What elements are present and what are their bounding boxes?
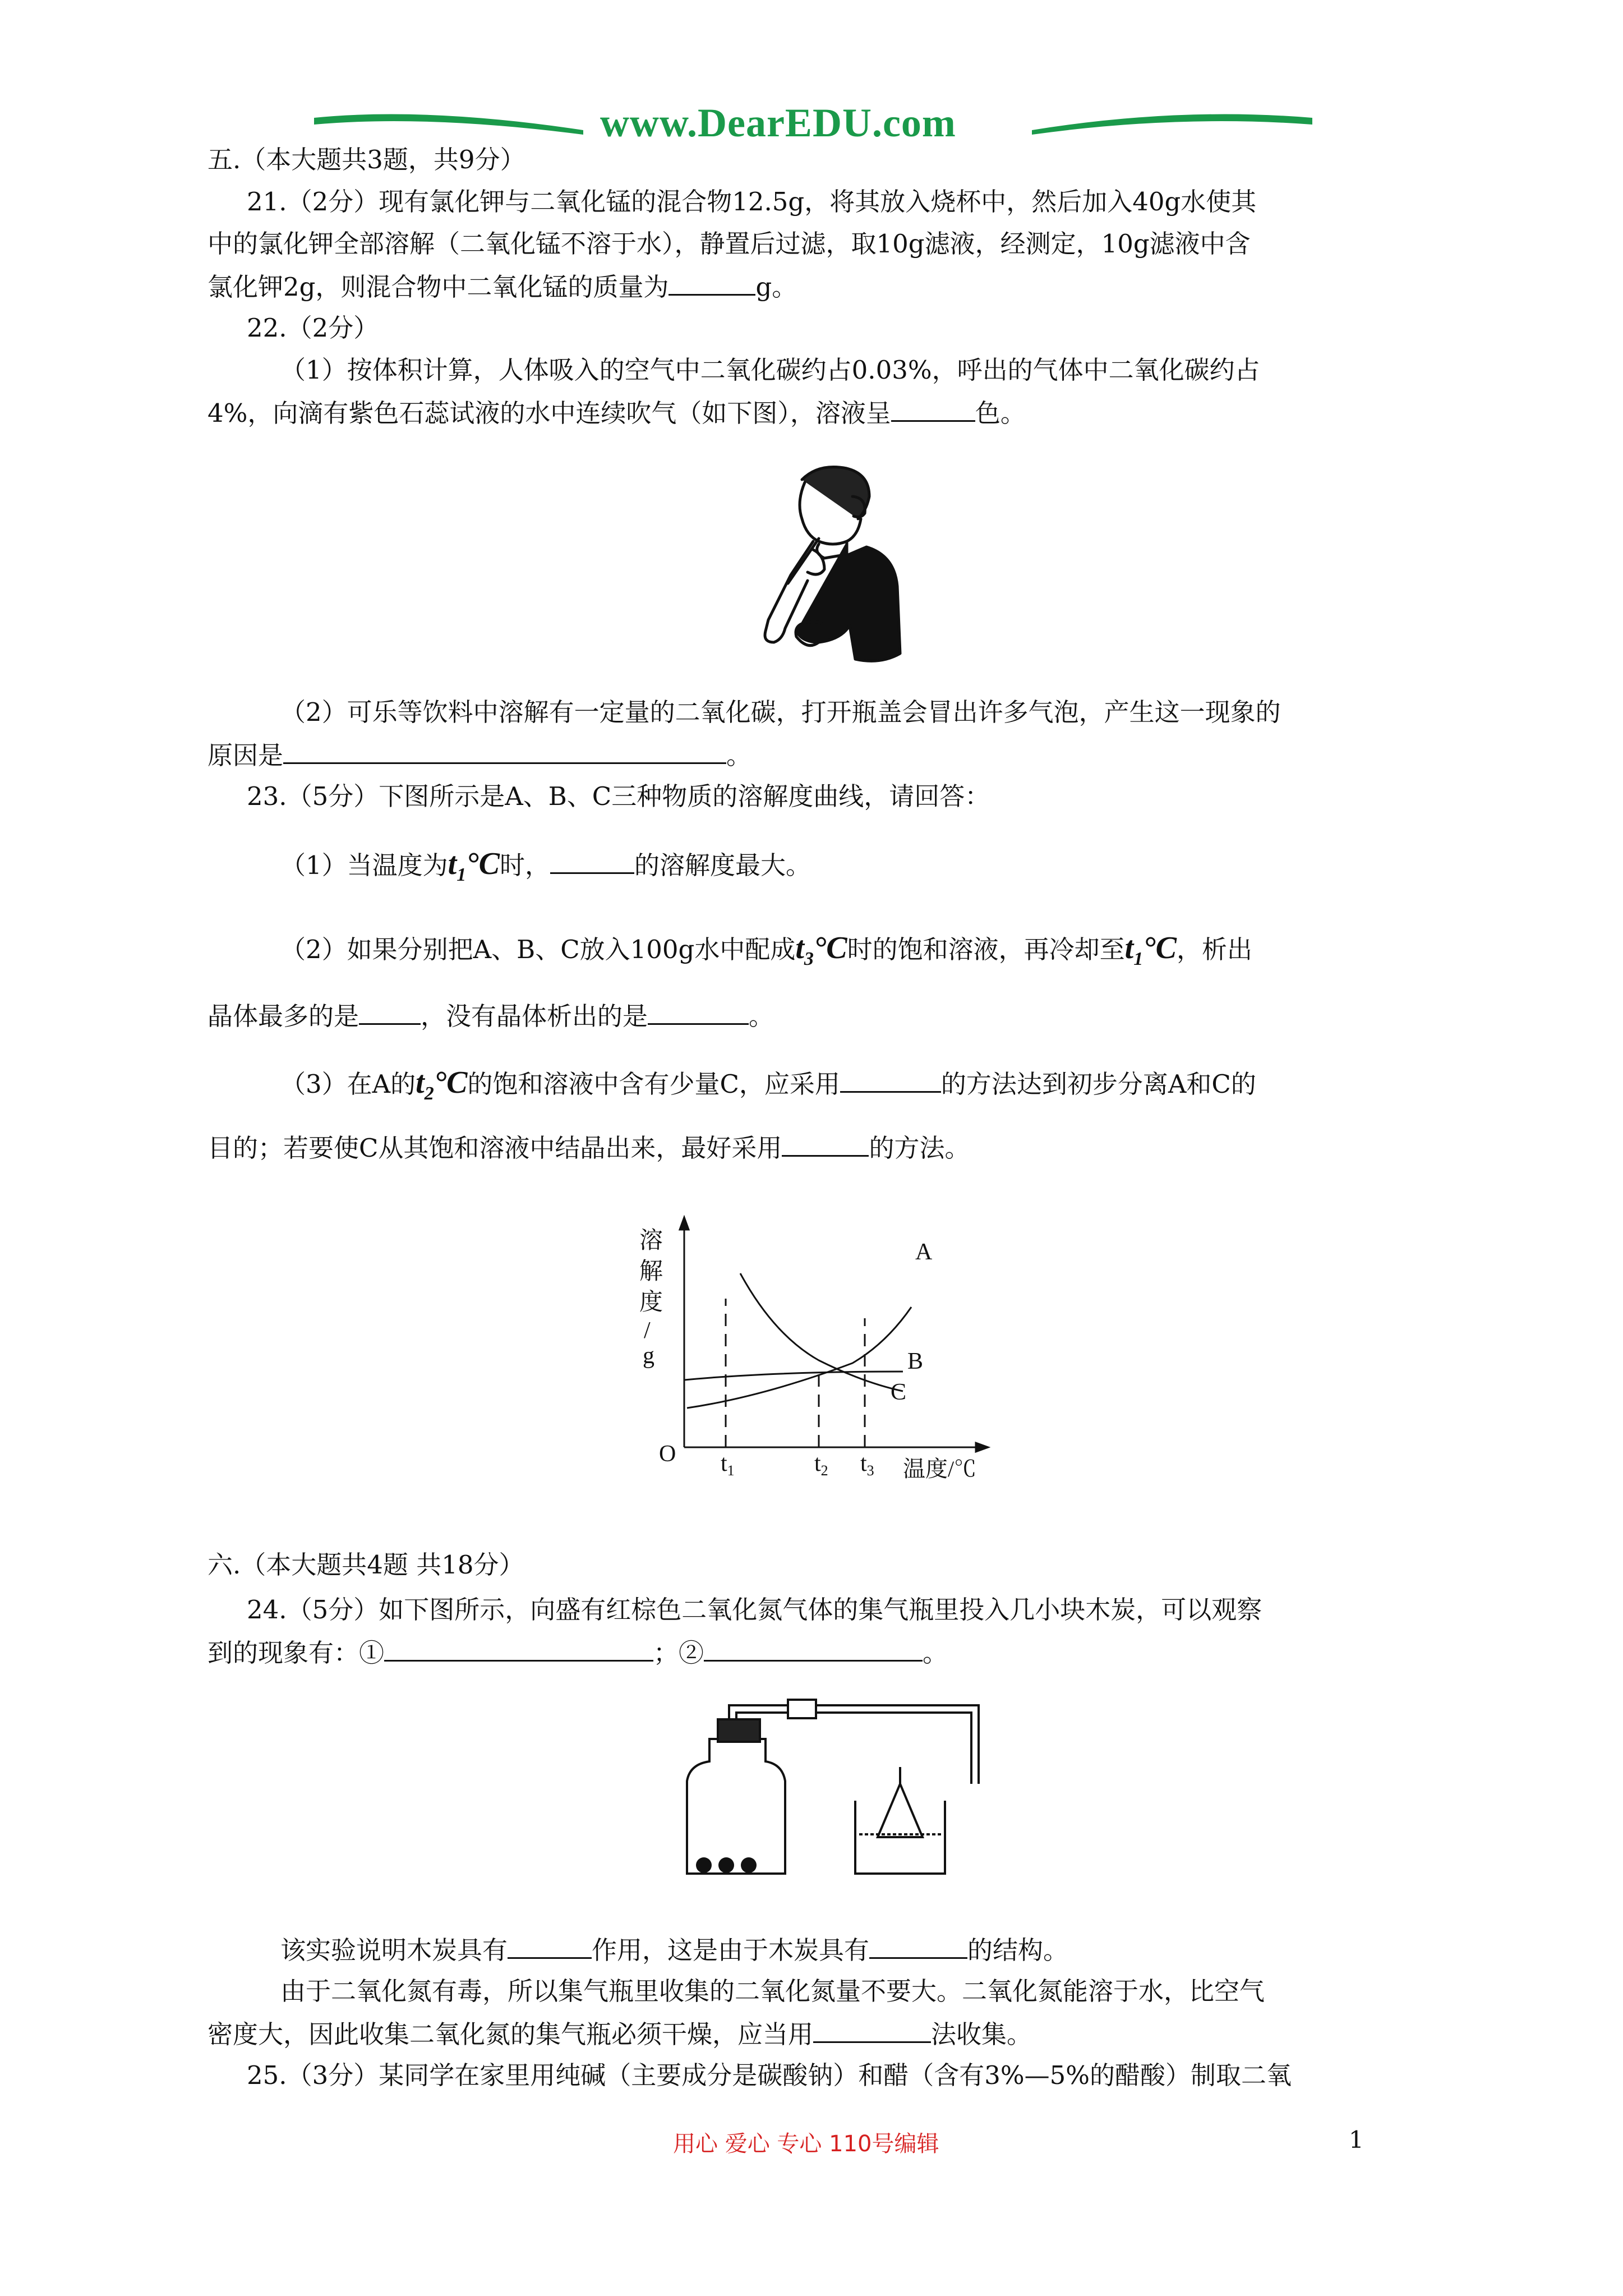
t2-symbol: $t_2^\circ C$ [416, 1065, 468, 1105]
charcoal-piece [741, 1857, 757, 1873]
q23-s3-line2 [208, 1130, 970, 1165]
q23-s2-line2 [208, 999, 774, 1033]
ylabel-char-0: 溶 [639, 1228, 663, 1254]
ylabel-char-2: 度 [639, 1290, 663, 1315]
q23-none-blank[interactable] [648, 999, 749, 1025]
q22-p1-end: 色。 [975, 398, 1026, 428]
q24-method-blank[interactable] [813, 2017, 931, 2043]
tick-t1: t1 [721, 1451, 735, 1479]
x-axis-label: 温度/℃ [903, 1456, 977, 1481]
stopper [718, 1719, 760, 1742]
q24-phenomenon2-blank[interactable] [704, 1635, 923, 1662]
q23-s3-line1 [280, 1060, 1256, 1116]
q23-s1 [280, 841, 811, 898]
q21-unit: g。 [755, 272, 797, 302]
delivery-tube-inner [736, 1713, 971, 1784]
ylabel-char-3: / [644, 1318, 651, 1343]
boy-blowing-figure [735, 457, 903, 670]
q23-s2-line1 [280, 926, 1252, 982]
page-number: 1 [1349, 2126, 1364, 2154]
q23-s2-most: 晶体最多的是 [208, 1001, 359, 1031]
q22-p2-line1: （2）可乐等饮料中溶解有一定量的二氧化碳，打开瓶盖会冒出许多气泡，产生这一现象的 [280, 697, 1281, 727]
q24-text: 到的现象有：① [208, 1638, 385, 1668]
q24-period: 。 [923, 1638, 948, 1668]
footer-text: 用心 爱心 专心 110号编辑 [673, 2131, 939, 2157]
q25-line1: 25.（3分）某同学在家里用纯碱（主要成分是碳酸钠）和醋（含有3%—5%的醋酸）制取二氧 [247, 2060, 1292, 2090]
gas-jar [687, 1739, 785, 1874]
gas-jar-apparatus-figure [670, 1694, 1102, 1879]
curve-C [684, 1372, 903, 1380]
section5-title: 五.（本大题共3题，共9分） [208, 145, 525, 174]
q24-line1: 24.（5分）如下图所示，向盛有红棕色二氧化氮气体的集气瓶里投入几小块木炭，可以观察 [247, 1595, 1262, 1625]
q22-reason-blank[interactable] [283, 738, 726, 764]
q22-color-blank[interactable] [891, 395, 975, 422]
q21-line1: 21.（2分）现有氯化钾与二氧化锰的混合物12.5g，将其放入烧杯中，然后加入40g水使其 [247, 187, 1257, 217]
q21-answer-blank[interactable] [668, 269, 755, 296]
q23-s2-none: ，没有晶体析出的是 [421, 1001, 648, 1031]
t1-symbol: $t_1^\circ C$ [448, 846, 500, 886]
q23-s3-text2: 目的；若要使C从其饱和溶液中结晶出来，最好采用 [208, 1133, 782, 1163]
t1-symbol-2: $t_1^\circ C$ [1124, 931, 1177, 970]
q24-line4: 由于二氧化氮有毒，所以集气瓶里收集的二氧化氮量不要大。二氧化氮能溶于水，比空气 [280, 1976, 1265, 2006]
site-logo[interactable]: www.DearEDU.com [600, 100, 956, 145]
q21-line3 [208, 269, 797, 304]
y-axis-arrow [680, 1217, 689, 1230]
q23-s3-end2: 的方法。 [869, 1133, 970, 1163]
q24-phenomenon1-blank[interactable] [384, 1635, 653, 1662]
q23-separation-blank[interactable] [840, 1066, 941, 1093]
q22-p1-line1: （1）按体积计算，人体吸入的空气中二氧化碳约占0.03%，呼出的气体中二氧化碳约占 [280, 355, 1260, 385]
tick-t2: t2 [814, 1451, 828, 1479]
q24-effect-blank[interactable] [508, 1932, 592, 1959]
q22-p1-line2 [208, 395, 1026, 430]
q23-s1-blank[interactable] [550, 848, 634, 874]
series-label-A: A [915, 1239, 933, 1265]
q24-l5-end: 法收集。 [931, 2019, 1032, 2049]
curve-A [687, 1307, 911, 1408]
charcoal-piece [696, 1857, 712, 1873]
q22-p2-line2 [208, 738, 751, 772]
tube-joint [788, 1700, 816, 1718]
q24-l3-mid: 作用，这是由于木炭具有 [592, 1935, 870, 1965]
q24-l3-end: 的结构。 [967, 1935, 1069, 1965]
ylabel-char-4: g [643, 1343, 654, 1369]
q24-structure-blank[interactable] [869, 1932, 967, 1959]
q23-s1-text: （1）当温度为 [280, 850, 448, 880]
q23-s1-end: 的溶解度最大。 [634, 850, 811, 880]
q23-s3-mid: 的饱和溶液中含有少量C，应采用 [467, 1069, 840, 1099]
q22-p1-text: 4%，向滴有紫色石蕊试液的水中连续吹气（如下图），溶液呈 [208, 398, 891, 428]
q24-l5-text: 密度大，因此收集二氧化氮的集气瓶必须干燥，应当用 [208, 2019, 814, 2049]
q23-s1-when: 时， [499, 850, 550, 880]
q23-s2-period: 。 [749, 1001, 774, 1031]
q24-line2 [208, 1635, 948, 1670]
q21-line2: 中的氯化钾全部溶解（二氧化锰不溶于水），静置后过滤，取10g滤液，经测定，10g滤液中含 [208, 229, 1251, 259]
t3-symbol: $t_3^\circ C$ [795, 931, 847, 970]
q22-p2-end: 。 [726, 740, 752, 770]
q23-s2-end: ，析出 [1176, 935, 1252, 964]
q23-most-blank[interactable] [359, 999, 421, 1025]
tick-t3: t3 [860, 1451, 874, 1479]
funnel [878, 1784, 923, 1837]
q21-text: 氯化钾2g，则混合物中二氧化锰的质量为 [208, 272, 669, 302]
solubility-chart [617, 1206, 1009, 1498]
charcoal-piece [718, 1857, 734, 1873]
section6-title: 六.（本大题共4题 共18分） [208, 1550, 524, 1580]
ylabel-char-1: 解 [639, 1259, 663, 1285]
q24-line5 [208, 2017, 1032, 2051]
q23-crystal-blank[interactable] [782, 1130, 869, 1157]
q24-line3 [280, 1932, 1068, 1967]
q24-l3-text: 该实验说明木炭具有 [280, 1935, 508, 1965]
q23-s2-text: （2）如果分别把A、B、C放入100g水中配成 [280, 935, 796, 964]
q23-s3-text: （3）在A的 [280, 1069, 416, 1099]
q22-p2-text: 原因是 [208, 740, 284, 770]
series-label-B: B [907, 1349, 924, 1374]
x-axis-arrow [976, 1443, 988, 1452]
q22-head: 22.（2分） [247, 313, 379, 343]
q23-head: 23.（5分）下图所示是A、B、C三种物质的溶解度曲线，请回答： [247, 781, 990, 811]
q23-s2-mid: 时的饱和溶液，再冷却至 [847, 935, 1125, 964]
q24-sep: ；② [653, 1638, 704, 1668]
q23-s3-end: 的方法达到初步分离A和C的 [940, 1069, 1256, 1099]
origin-label: O [659, 1441, 676, 1467]
series-label-C: C [891, 1379, 907, 1405]
